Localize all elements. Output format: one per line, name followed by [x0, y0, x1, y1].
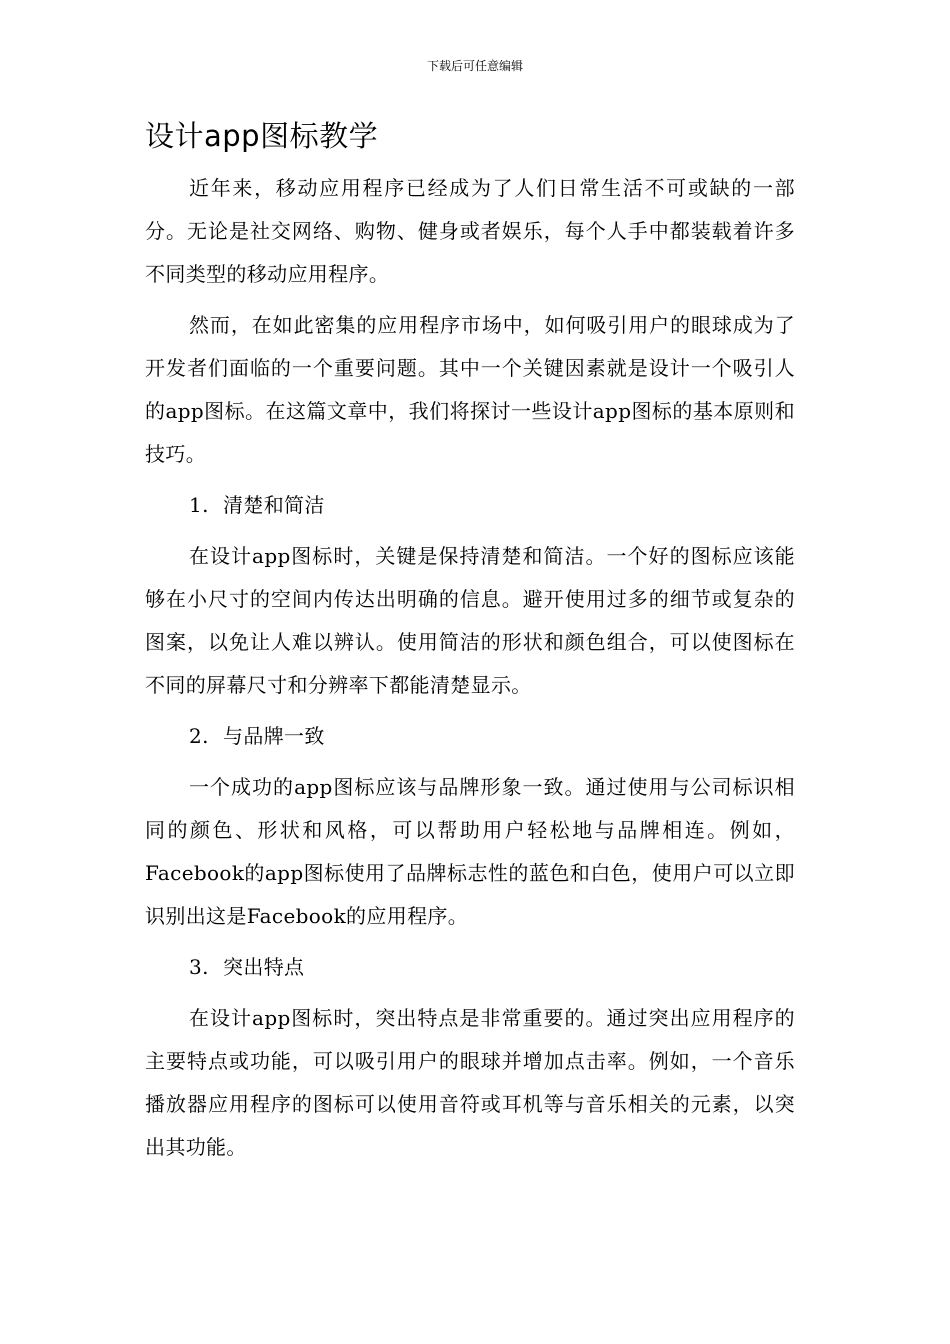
section-heading-3 [145, 946, 795, 989]
header-note: 下载后可任意编辑 [426, 59, 523, 73]
document-title: 设计app图标教学 [145, 119, 379, 153]
document-body [145, 167, 795, 1177]
section-title: 与品牌一致 [223, 724, 325, 748]
section-title: 突出特点 [223, 955, 305, 979]
section-body-3: 在设计app图标时，突出特点是非常重要的。通过突出应用程序的主要特点或功能，可以吸引用户的眼球并增加点击率。例如，一个音乐播放器应用程序的图标可以使用音符或耳机等与音乐相关的元素，以突出其功能。 [145, 1006, 795, 1159]
section-heading-1 [145, 484, 795, 527]
section-number: 2. [189, 724, 209, 748]
intro-paragraph-1: 近年来，移动应用程序已经成为了人们日常生活不可或缺的一部分。无论是社交网络、购物、健身或者娱乐，每个人手中都装载着许多不同类型的移动应用程序。 [145, 176, 795, 286]
section-number: 3. [189, 955, 209, 979]
section-number: 1. [189, 493, 209, 517]
section-heading-2 [145, 715, 795, 758]
section-body-1: 在设计app图标时，关键是保持清楚和简洁。一个好的图标应该能够在小尺寸的空间内传达出明确的信息。避开使用过多的细节或复杂的图案，以免让人难以辨认。使用简洁的形状和颜色组合，可以使图标在不同的屏幕尺寸和分辨率下都能清楚显示。 [145, 544, 795, 697]
intro-paragraph-2: 然而，在如此密集的应用程序市场中，如何吸引用户的眼球成为了开发者们面临的一个重要问题。其中一个关键因素就是设计一个吸引人的app图标。在这篇文章中，我们将探讨一些设计app图标的基本原则和技巧。 [145, 313, 795, 466]
section-title: 清楚和简洁 [223, 493, 325, 517]
section-body-2: 一个成功的app图标应该与品牌形象一致。通过使用与公司标识相同的颜色、形状和风格，可以帮助用户轻松地与品牌相连。例如，Facebook的app图标使用了品牌标志性的蓝色和白色，使用户可以立即识别出这是Facebook的应用程序。 [145, 775, 795, 928]
